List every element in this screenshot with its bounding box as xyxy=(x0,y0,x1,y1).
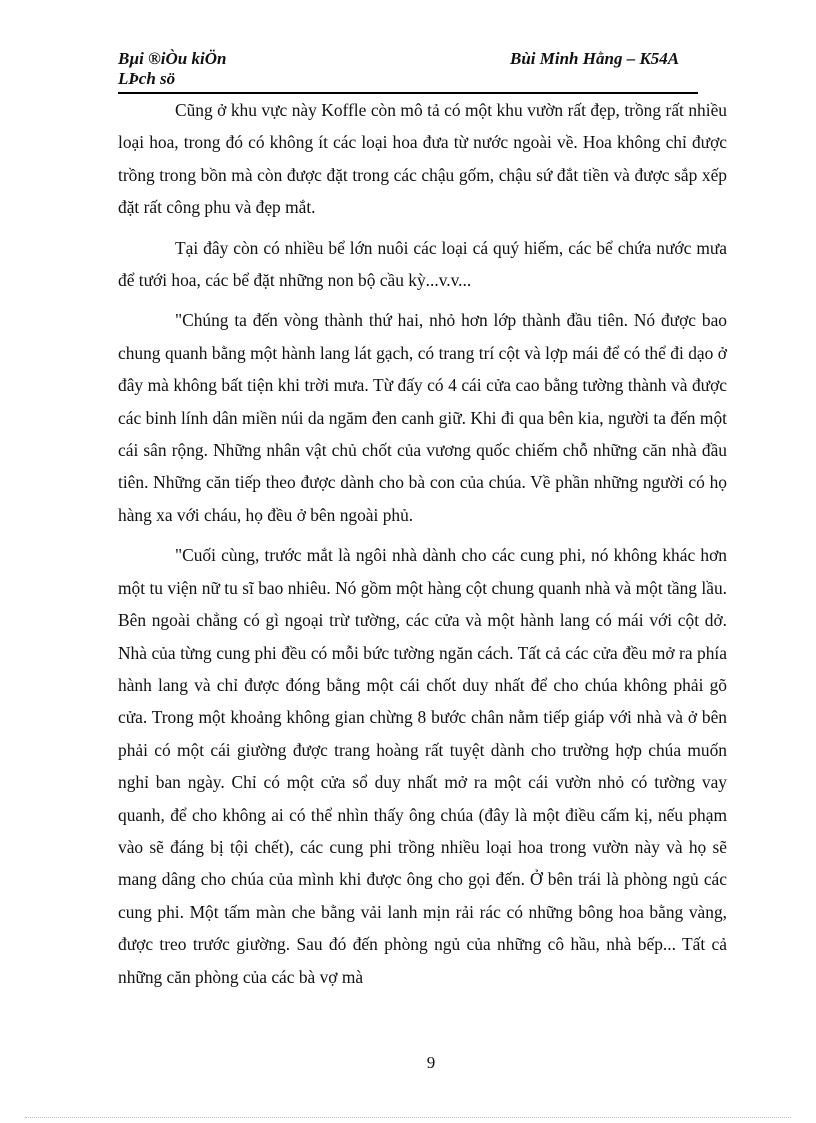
page-number: 9 xyxy=(426,1053,436,1072)
paragraph: "Cuối cùng, trước mắt là ngôi nhà dành cho các cung phi, nó không khác hơn một tu viện nữ tu sĩ bao nhiêu. Nó gồm một hàng cột chung quanh nhà và một tầng lầu. Bên ngoài chẳng có gì ngoại trừ tường, các cửa và một hành lang có mái với cột dở. Nhà của từng cung phi đều có mỗi bức tường ngăn cách. Tất cả các cửa đều mở ra phía hành lang và chỉ được đóng bằng một cái chốt duy nhất để cho chúa không phải gõ cửa. Trong một khoảng không gian chừng 8 bước chân nằm tiếp giáp với nhà và ở bên phải có một cái giường được trang hoàng rất tuyệt dành cho trường hợp chúa muốn nghỉ ban ngày. Chỉ có một cửa sổ duy nhất mở ra một cái vườn nhỏ có tường vay quanh, để cho không ai có thể nhìn thấy ông chúa (đây là một điều cấm kị, nếu phạm vào sẽ đáng bị tội chết), các cung phi trồng nhiều loại hoa trong vườn này và họ sẽ mang dâng cho chúa của mình khi được ông cho gọi đến. Ở bên trái là phòng ngủ các cung phi. Một tấm màn che bằng vải lanh mịn rải rác có những bông hoa bằng vàng, được treo trước giường. Sau đó đến phòng ngủ của những cô hầu, nhà bếp... Tất cả những căn phòng của các bà vợ mà xyxy=(118,545,727,987)
body-text xyxy=(118,94,727,1001)
header-subject: LÞch sö xyxy=(118,69,176,88)
header-author: Bùi Minh Hằng – K54A xyxy=(510,49,680,68)
paragraph: "Chúng ta đến vòng thành thứ hai, nhỏ hơn lớp thành đầu tiên. Nó được bao chung quanh bằng một hành lang lát gạch, có trang trí cột và lợp mái để có thể đi dạo ở đây mà không bất tiện khi trời mưa. Từ đấy có 4 cái cửa cao bằng tường thành và được các binh lính dân miền núi da ngăm đen canh giữ. Khi đi qua bên kia, người ta đến một cái sân rộng. Những nhân vật chủ chốt của vương quốc chiếm chỗ những căn nhà đầu tiên. Những căn tiếp theo được dành cho bà con của chúa. Về phần những người có họ hàng xa với cháu, họ đều ở bên ngoài phủ. xyxy=(118,310,727,525)
paragraph: Tại đây còn có nhiều bể lớn nuôi các loại cá quý hiếm, các bể chứa nước mưa để tưới hoa, các bể đặt những non bộ cầu kỳ...v.v... xyxy=(118,237,727,291)
paragraph: Cũng ở khu vực này Koffle còn mô tả có một khu vườn rất đẹp, trồng rất nhiều loại hoa, trong đó có không ít các loại hoa đưa từ nước ngoài về. Hoa không chỉ được trồng trong bồn mà còn được đặt trong các chậu gốm, chậu sứ đắt tiền và được sắp xếp đặt rất công phu và đẹp mắt. xyxy=(118,100,727,218)
page-bottom-border xyxy=(25,1117,791,1118)
header-course-title: Bµi ®iÒu kiÖn xyxy=(118,49,227,68)
header-left xyxy=(118,49,226,89)
page-header xyxy=(118,49,698,93)
